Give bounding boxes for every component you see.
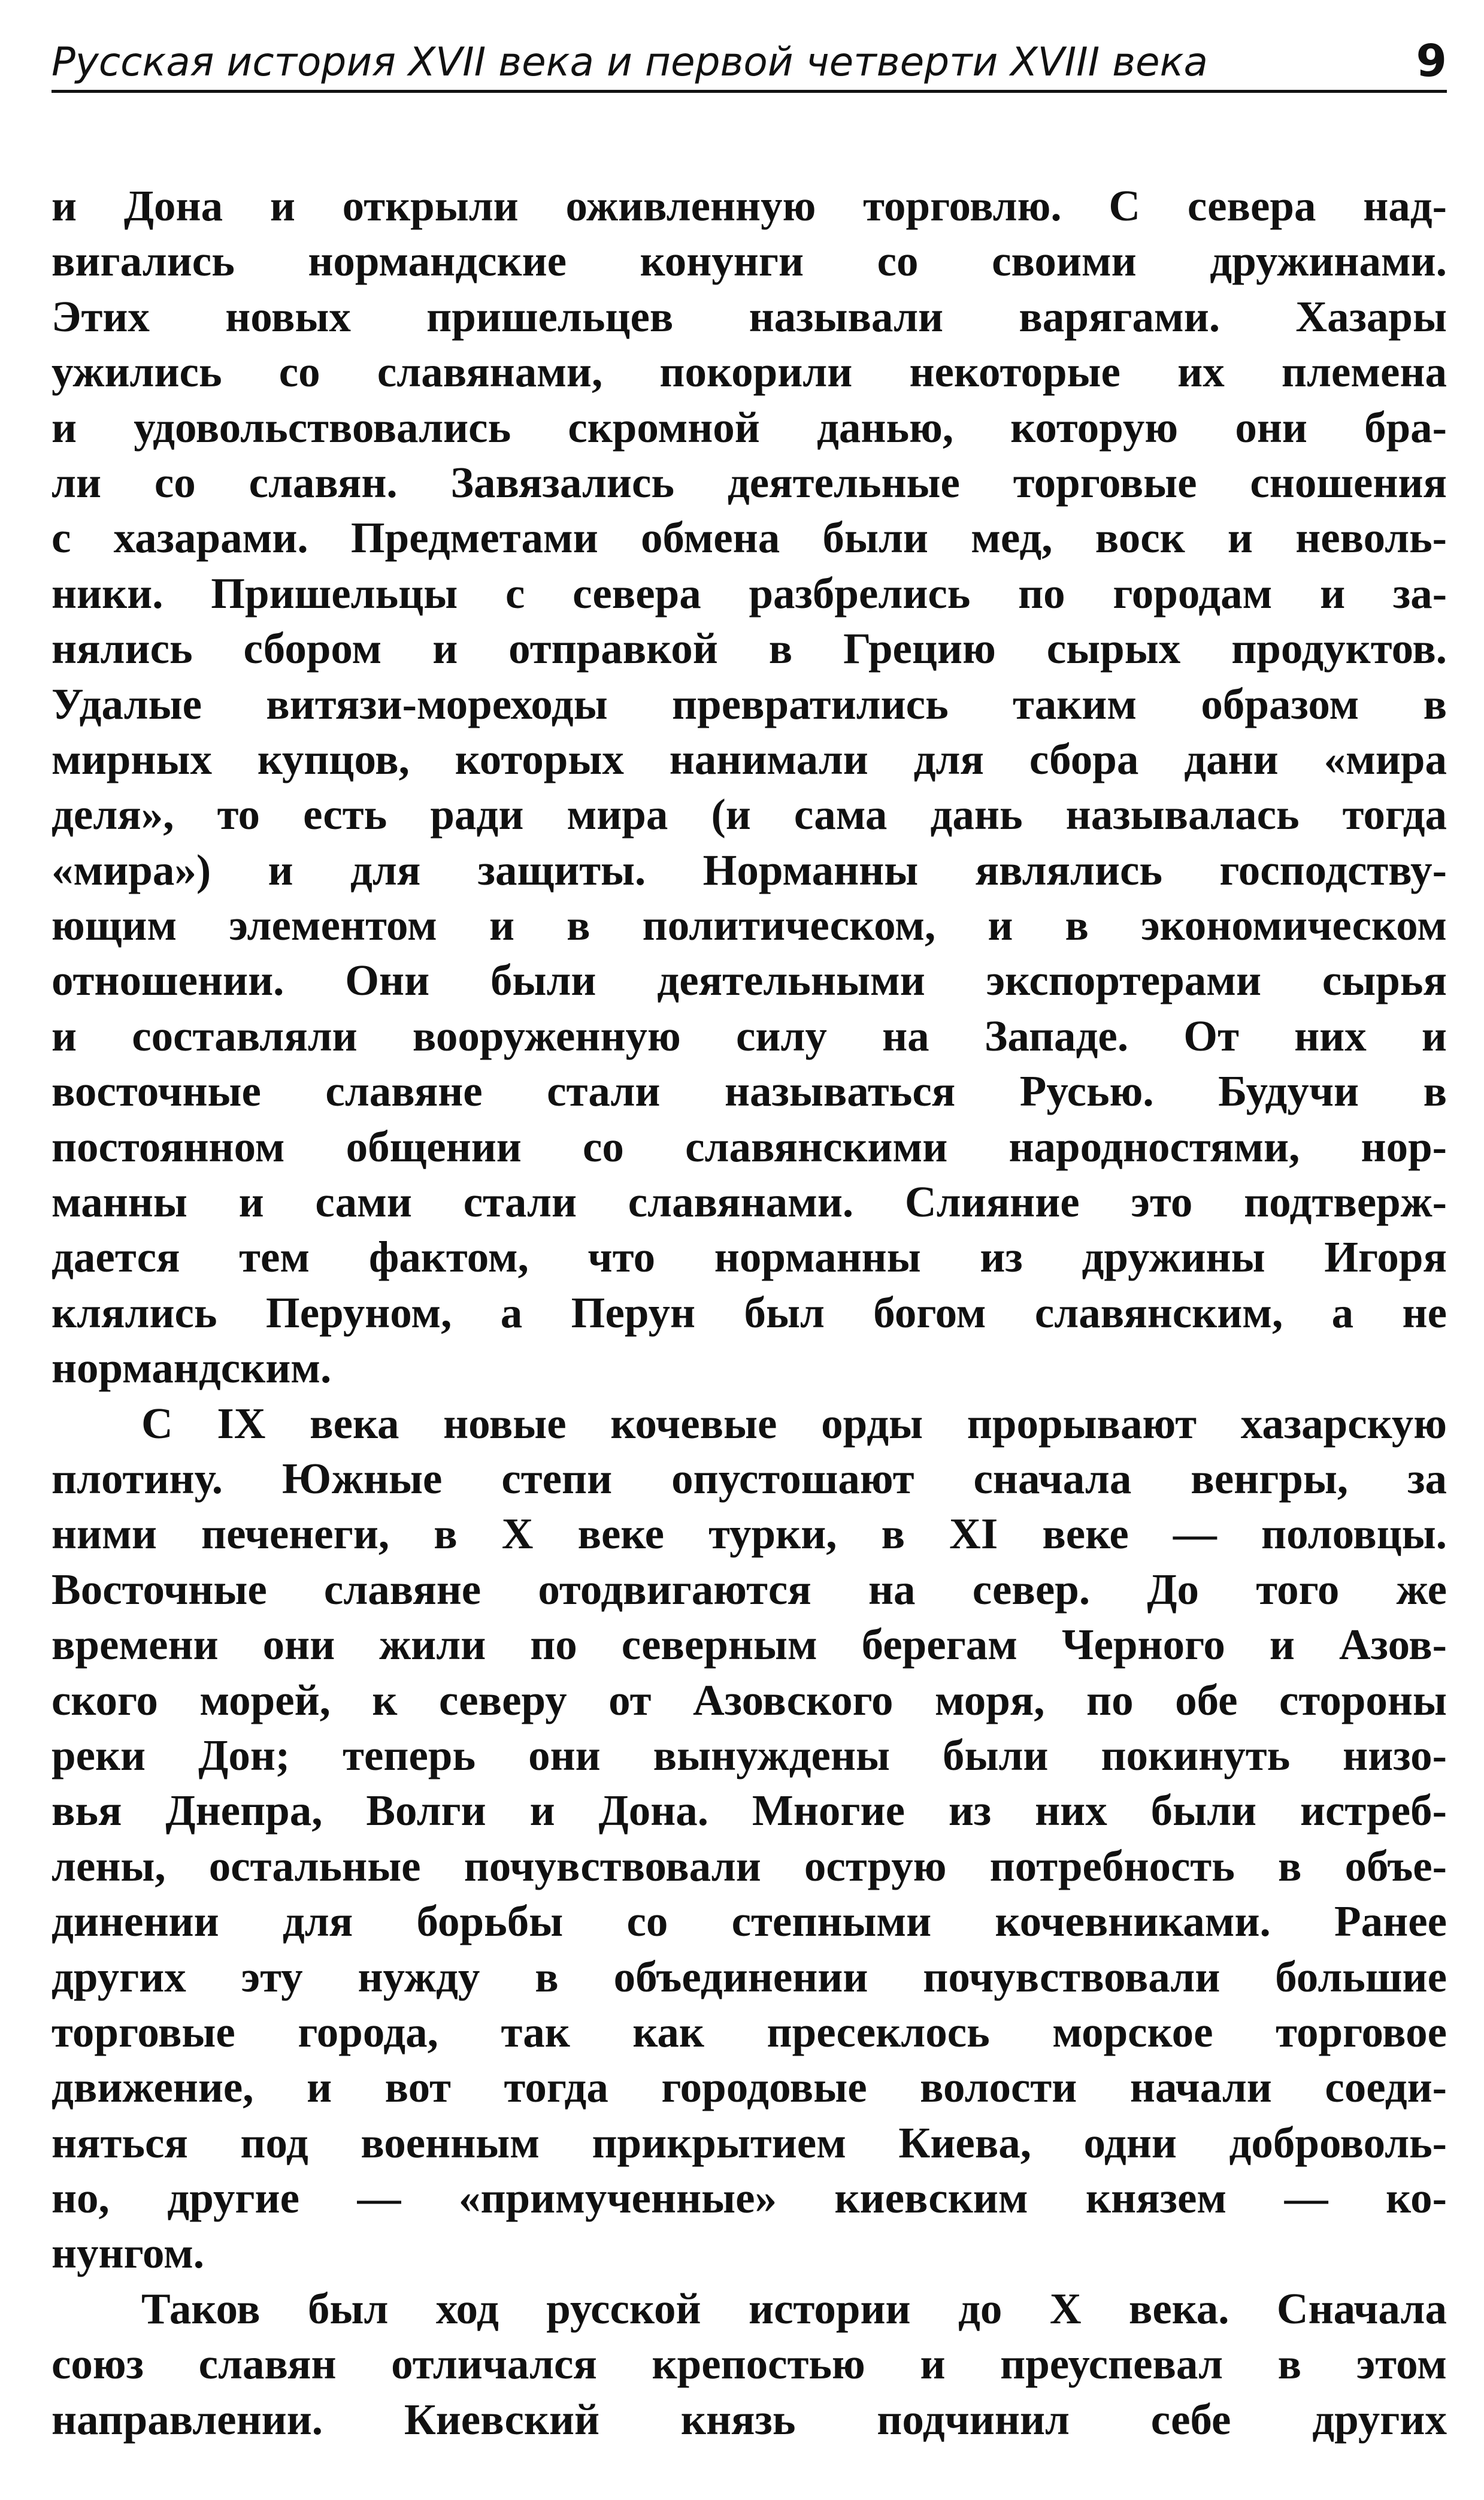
text-line: Удалые витязи-мореходы превратились таким образом в bbox=[52, 679, 1447, 728]
text-line: ского морей, к северу от Азовского моря, по обе стороны bbox=[52, 1675, 1447, 1724]
text-line: направлении. Киевский князь подчинил себе других bbox=[52, 2395, 1447, 2444]
text-line: с хазарами. Предметами обмена были мед, воск и неволь- bbox=[52, 513, 1447, 562]
text-line: постоянном общении со славянскими народностями, нор- bbox=[52, 1122, 1447, 1171]
paragraph-3 bbox=[52, 2281, 1447, 2447]
text-line: но, другие — «примученные» киевским князем — ко- bbox=[52, 2174, 1447, 2223]
text-line: нунгом. bbox=[52, 2229, 205, 2278]
text-line: и составляли вооруженную силу на Западе. От них и bbox=[52, 1011, 1447, 1060]
header-rule bbox=[52, 90, 1447, 93]
text-line: динении для борьбы со степными кочевниками. Ранее bbox=[52, 1897, 1447, 1946]
page-number: 9 bbox=[1416, 35, 1447, 87]
text-line: деля», то есть ради мира (и сама дань называлась тогда bbox=[52, 790, 1447, 839]
paragraph-2 bbox=[52, 1396, 1447, 2281]
text-line: вья Днепра, Волги и Дона. Многие из них были истреб- bbox=[52, 1786, 1447, 1835]
running-header bbox=[52, 28, 1447, 95]
text-line: восточные славяне стали называться Русью. Будучи в bbox=[52, 1067, 1447, 1116]
text-line: няться под военным прикрытием Киева, одни доброволь- bbox=[52, 2118, 1447, 2167]
text-line: ужились со славянами, покорили некоторые их племена bbox=[52, 347, 1447, 397]
text-line: Таков был ход русской истории до X века. Сначала bbox=[141, 2284, 1447, 2333]
body-text bbox=[52, 178, 1447, 2447]
text-line: манны и сами стали славянами. Слияние это подтверж- bbox=[52, 1178, 1447, 1227]
text-line: Восточные славяне отодвигаются на север. До того же bbox=[52, 1564, 1447, 1614]
text-line: союз славян отличался крепостью и преуспевал в этом bbox=[52, 2339, 1447, 2389]
running-title: Русская история XVII века и первой четверти XVIII века bbox=[52, 39, 1208, 85]
text-line: клялись Перуном, а Перун был богом славянским, а не bbox=[52, 1288, 1447, 1337]
text-line: ющим элементом и в политическом, и в экономическом bbox=[52, 901, 1447, 950]
text-line: мирных купцов, которых нанимали для сбора дани «мира bbox=[52, 734, 1447, 783]
text-line: и удовольствовались скромной данью, которую они бра- bbox=[52, 402, 1447, 452]
text-line: Этих новых пришельцев называли варягами. Хазары bbox=[52, 292, 1447, 341]
text-line: нялись сбором и отправкой в Грецию сырых продуктов. bbox=[52, 624, 1447, 673]
text-line: других эту нужду в объединении почувствовали большие bbox=[52, 1952, 1447, 2001]
text-line: торговые города, так как пресеклось морское торговое bbox=[52, 2007, 1447, 2056]
text-line: движение, и вот тогда городовые волости начали соеди- bbox=[52, 2063, 1447, 2112]
text-line: ники. Пришельцы с севера разбрелись по городам и за- bbox=[52, 568, 1447, 618]
text-line: плотину. Южные степи опустошают сначала венгры, за bbox=[52, 1454, 1447, 1503]
text-line: дается тем фактом, что норманны из дружины Игоря bbox=[52, 1233, 1447, 1282]
text-line: отношении. Они были деятельными экспортерами сырья bbox=[52, 956, 1447, 1005]
text-line: ли со славян. Завязались деятельные торговые сношения bbox=[52, 458, 1447, 507]
text-line: реки Дон; теперь они вынуждены были покинуть низо- bbox=[52, 1730, 1447, 1779]
text-line: времени они жили по северным берегам Черного и Азов- bbox=[52, 1620, 1447, 1669]
text-line: и Дона и открыли оживленную торговлю. С севера над- bbox=[52, 181, 1447, 230]
text-line: вигались нормандские конунги со своими дружинами. bbox=[52, 237, 1447, 286]
paragraph-1 bbox=[52, 178, 1447, 1396]
text-line: лены, остальные почувствовали острую потребность в объе- bbox=[52, 1841, 1447, 1890]
text-line: ними печенеги, в X веке турки, в XI веке — половцы. bbox=[52, 1509, 1447, 1558]
text-line: нормандским. bbox=[52, 1343, 332, 1393]
text-line: «мира») и для защиты. Норманны являлись господству- bbox=[52, 845, 1447, 894]
text-line: С IX века новые кочевые орды прорывают хазарскую bbox=[141, 1399, 1447, 1448]
